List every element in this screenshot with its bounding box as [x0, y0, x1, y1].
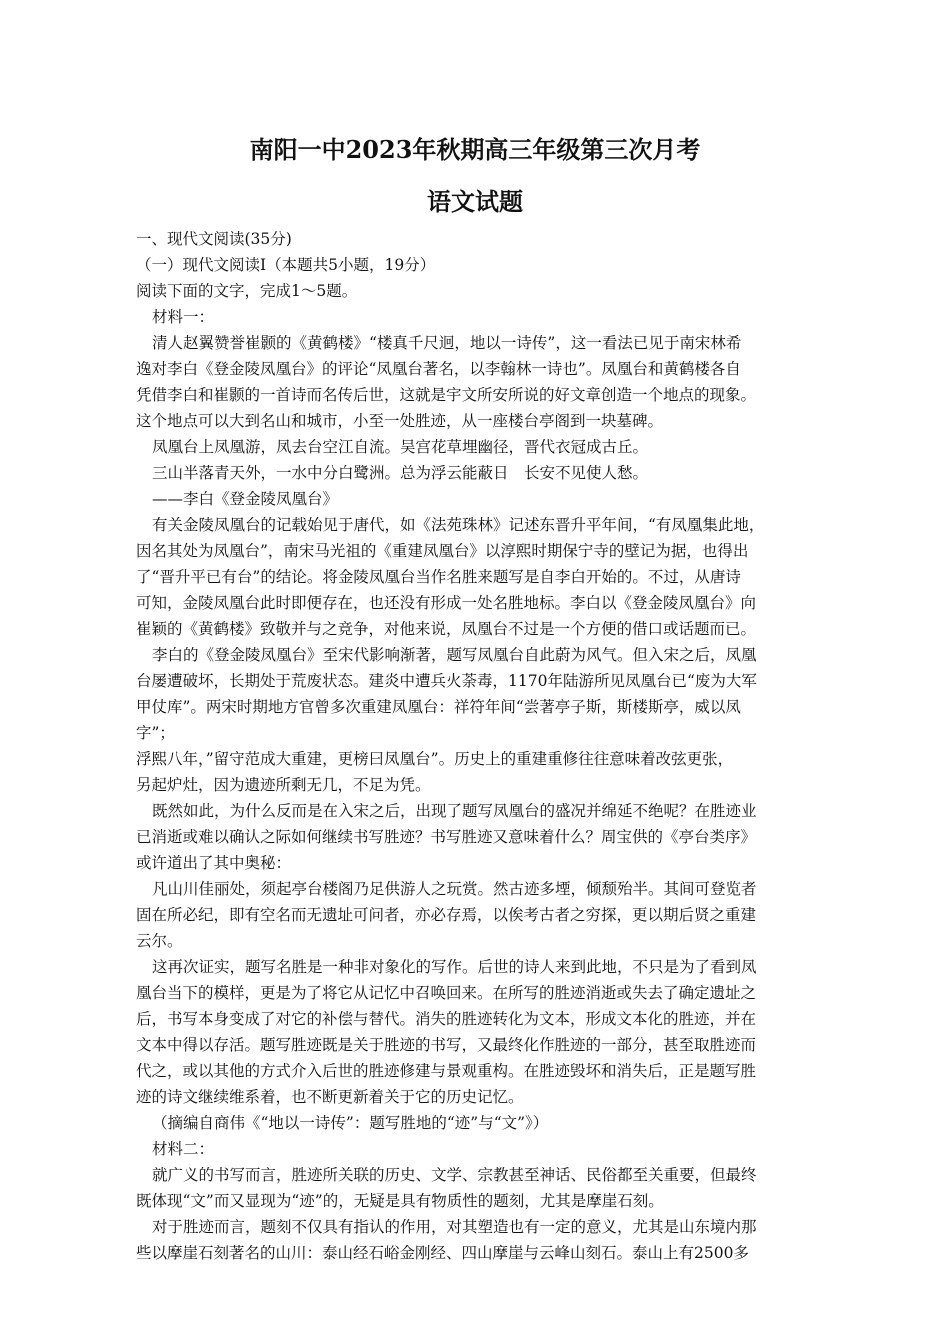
text-line: 凤凰台上凤凰游，凤去台空江自流。吴宫花草埋幽径，晋代衣冠成古丘。	[152, 438, 649, 456]
text-line: 代之，或以其他的方式介入后世的胜迹修建与景观重构。在胜迹毁坏和消失后，正是题写胜	[136, 1062, 757, 1080]
text-line: 文本中得以存活。题写胜迹既是关于胜迹的书写，又最终化作胜迹的一部分，甚至取胜迹而	[136, 1036, 757, 1054]
document-body	[136, 226, 816, 1266]
text-line: 对于胜迹而言，题刻不仅具有指认的作用，对其塑造也有一定的意义，尤其是山东境内那	[152, 1218, 757, 1236]
text-line: ——李白《登金陵凤凰台》	[152, 490, 339, 508]
text-line: 固在所必纪，即有空名而无遗址可问者，亦必存焉，以俟考古者之穷探，更以期后贤之重建	[136, 906, 757, 924]
text-line: 逸对李白《登金陵凤凰台》的评论“凤凰台著名，以李翰林一诗也”。凤凰台和黄鹤楼各自	[136, 360, 741, 378]
page-title: 南阳一中2023年秋期高三年级第三次月考	[249, 135, 701, 164]
text-line: 凭借李白和崔颢的一首诗而名传后世，这就是宇文所安所说的好文章创造一个地点的现象。	[136, 386, 757, 404]
text-line: 既体现“文”而又显现为“迹”的，无疑是具有物质性的题刻，尤其是摩崖石刻。	[136, 1192, 664, 1210]
text-line: 迹的诗文继续维系着，也不断更新着关于它的历史记忆。	[136, 1088, 524, 1106]
text-line: 这再次证实，题写名胜是一种非对象化的写作。后世的诗人来到此地，不只是为了看到凤	[152, 958, 757, 976]
text-line: 甲仗库”。两宋时期地方官曾多次重建凤凰台：祥符年间“尝著亭子斯，斯楼斯亭，威以凤	[136, 698, 741, 716]
text-line: 些以摩崖石刻著名的山川：泰山经石峪金刚经、四山摩崖与云峰山刻石。泰山上有2500多	[136, 1244, 749, 1262]
text-line: 崔颖的《黄鹤楼》致敬并与之竞争，对他来说，凤凰台不过是一个方便的借口或话题而已。	[136, 620, 757, 638]
text-line: 凡山川佳丽处，须起亭台楼阁乃足供游人之玩赏。然古迹多堙，倾颓殆半。其间可登览者	[152, 880, 757, 898]
text-line: 有关金陵凤凰台的记载始见于唐代，如《法苑珠林》记述东晋升平年间，“有凤凰集此地，	[152, 516, 765, 534]
text-line: 台屡遭破坏，长期处于荒废状态。建炎中遭兵火荼毒，1170年陆游所见凤凰台已“废为大军	[136, 672, 757, 690]
text-line: 清人赵翼赞誉崔颢的《黄鹤楼》“楼真千尺迥，地以一诗传”，这一看法已见于南宋林希	[152, 334, 742, 352]
text-line: 阅读下面的文字，完成1～5题。	[136, 282, 358, 300]
text-line: 可知，金陵凤凰台此时即便存在，也还没有形成一处名胜地标。李白以《登金陵凤凰台》向	[136, 594, 757, 612]
text-line: 材料二：	[152, 1140, 215, 1158]
text-line: 就广义的书写而言，胜迹所关联的历史、文学、宗教甚至神话、民俗都至关重要，但最终	[152, 1166, 757, 1184]
text-line: 了“晋升平已有台”的结论。将金陵凤凰台当作名胜来题写是自李白开始的。不过，从唐诗	[136, 568, 741, 586]
text-line: 或许道出了其中奥秘：	[136, 854, 292, 872]
text-line: （摘编自商伟《“地以一诗传”：题写胜地的“迹”与“文”》）	[152, 1114, 549, 1132]
text-line: （一）现代文阅读Ⅰ（本题共5小题，19分）	[136, 256, 436, 274]
text-line: 字”；	[136, 724, 175, 742]
text-line: 已消逝或难以确认之际如何继续书写胜迹？书写胜迹又意味着什么？周宝供的《亭台类序》	[136, 828, 757, 846]
text-line: 因名其处为凤凰台”，南宋马光祖的《重建凤凰台》以淳熙时期保宁寺的壁记为据，也得出	[136, 542, 749, 560]
text-line: 凰台当下的模样，更是为了将它从记忆中召唤回来。在所写的胜迹消逝或失去了确定遗址之	[136, 984, 757, 1002]
text-line: 这个地点可以大到名山和城市，小至一处胜迹，从一座楼台亭阁到一块墓碑。	[136, 412, 664, 430]
text-line: 一、现代文阅读(35分)	[136, 230, 292, 248]
text-line: 既然如此，为什么反而是在入宋之后，出现了题写凤凰台的盛况并绵延不绝呢？在胜迹业	[152, 802, 757, 820]
text-line: 材料一：	[152, 308, 215, 326]
text-line: 后，书写本身变成了对它的补偿与替代。消失的胜迹转化为文本，形成文本化的胜迹，并在	[136, 1010, 757, 1028]
text-line: 另起炉灶，因为遗迹所剩无几，不足为凭。	[136, 776, 431, 794]
text-line: 三山半落青天外，一水中分白鹭洲。总为浮云能蔽日 长安不见使人愁。	[152, 464, 649, 482]
text-line: 云尔。	[136, 932, 183, 950]
page-subtitle: 语文试题	[427, 187, 523, 216]
text-line: 浮熙八年，”留守范成大重建，更榜曰凤凰台”。历史上的重建重修往往意味着改弦更张，	[136, 750, 734, 768]
text-line: 李白的《登金陵凤凰台》至宋代影响渐著，题写凤凰台自此蔚为风气。但入宋之后，凤凰	[152, 646, 757, 664]
